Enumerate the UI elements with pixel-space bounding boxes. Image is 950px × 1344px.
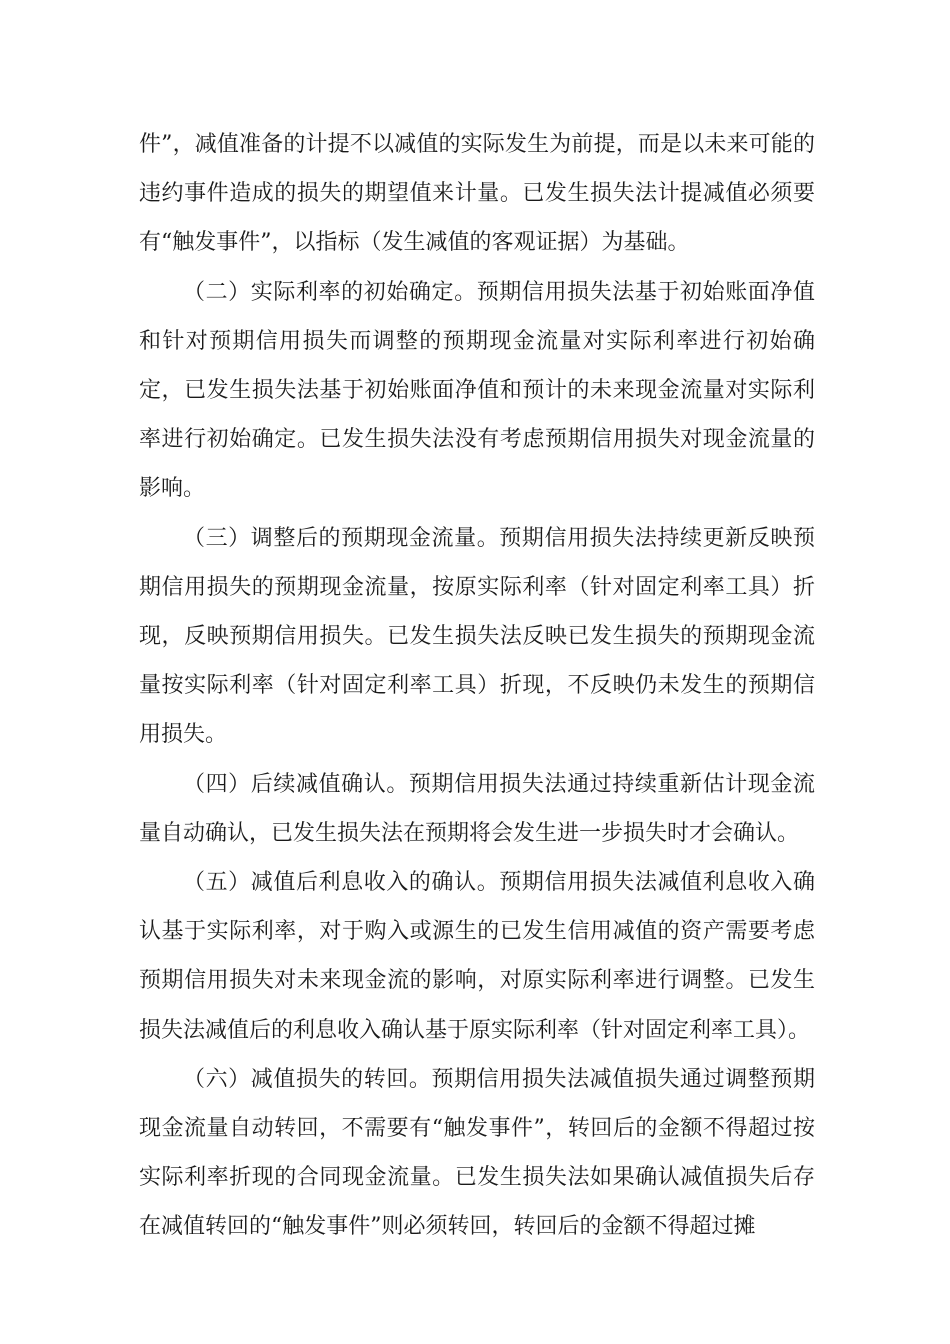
paragraph-adjusted-cash-flow: （三）调整后的预期现金流量。预期信用损失法持续更新反映预期信用损失的预期现金流量，按原实际利率（针对固定利率工具）折现，反映预期信用损失。已发生损失法反映已发生损失的预期现金流量按实际利率（针对固定利率工具）折现，不反映仍未发生的预期信用损失。 [139, 525, 815, 748]
paragraph-effective-rate-initial: （二）实际利率的初始确定。预期信用损失法基于初始账面净值和针对预期信用损失而调整的预期现金流量对实际利率进行初始确定，已发生损失法基于初始账面净值和预计的未来现金流量对实际利率进行初始确定。已发生损失法没有考虑预期信用损失对现金流量的影响。 [139, 279, 815, 502]
paragraph-continuation: 件”，减值准备的计提不以减值的实际发生为前提，而是以未来可能的违约事件造成的损失的期望值来计量。已发生损失法计提减值必须要有“触发事件”，以指标（发生减值的客观证据）为基础。 [139, 132, 815, 256]
paragraph-impairment-reversal: （六）减值损失的转回。预期信用损失法减值损失通过调整预期现金流量自动转回，不需要有“触发事件”，转回后的金额不得超过按实际利率折现的合同现金流量。已发生损失法如果确认减值损失后存在减值转回的“触发事件”则必须转回，转回后的金额不得超过摊 [139, 1066, 815, 1240]
paragraph-subsequent-impairment: （四）后续减值确认。预期信用损失法通过持续重新估计现金流量自动确认，已发生损失法在预期将会发生进一步损失时才会确认。 [139, 771, 815, 846]
body-text [139, 120, 815, 1252]
paragraph-interest-income: （五）减值后利息收入的确认。预期信用损失法减值利息收入确认基于实际利率，对于购入或源生的已发生信用减值的资产需要考虑预期信用损失对未来现金流的影响，对原实际利率进行调整。已发生损失法减值后的利息收入确认基于原实际利率（针对固定利率工具）。 [139, 870, 815, 1043]
